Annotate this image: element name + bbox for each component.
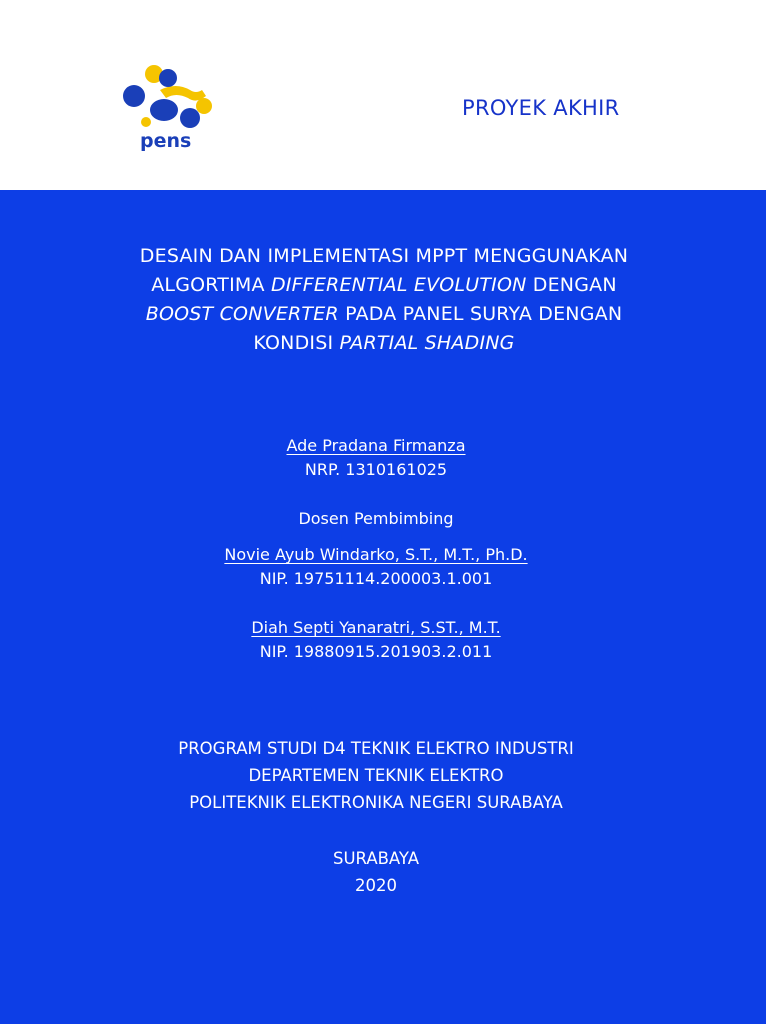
cover-blue-panel [0,190,768,1024]
city: SURABAYA [332,849,420,868]
department: DEPARTEMEN TEKNIK ELEKTRO [248,766,504,785]
study-program: PROGRAM STUDI D4 TEKNIK ELEKTRO INDUSTRI [178,739,574,758]
title-text: KONDISI [253,332,340,354]
institution-name: POLITEKNIK ELEKTRONIKA NEGERI SURABAYA [189,793,563,812]
title-line-2 [0,271,768,300]
title-italic-text: PARTIAL SHADING [339,332,515,354]
author-name: Ade Pradana Firmanza [286,436,466,455]
title-italic-text: DIFFERENTIAL EVOLUTION [270,274,527,296]
pens-logo [116,60,222,160]
title-italic-text: BOOST CONVERTER [145,303,339,325]
title-line-1: DESAIN DAN IMPLEMENTASI MPPT MENGGUNAKAN [139,245,629,267]
title-text: PADA PANEL SURYA DENGAN [338,303,623,325]
supervisor-id: NIP. 19880915.201903.2.011 [259,642,493,661]
supervisor-id: NIP. 19751114.200003.1.001 [259,569,493,588]
year: 2020 [355,876,397,895]
supervisor-heading: Dosen Pembimbing [298,509,454,528]
supervisor-2 [0,616,752,664]
supervisor-1 [0,543,752,591]
author-id: NRP. 1310161025 [304,460,448,479]
title-text: DENGAN [526,274,617,296]
supervisor-name: Novie Ayub Windarko, S.T., M.T., Ph.D. [224,545,528,564]
document-type: PROYEK AKHIR [462,96,620,120]
thesis-title [0,242,768,358]
supervisor-name: Diah Septi Yanaratri, S.ST., M.T. [251,618,501,637]
institution-block [0,735,752,816]
place-date-block [0,845,752,899]
title-text: ALGORTIMA [151,274,271,296]
author-block [0,434,752,482]
title-line-4 [0,329,768,358]
title-line-3 [0,300,768,329]
cover-header [0,0,768,190]
logo-wordmark: pens [140,130,192,152]
